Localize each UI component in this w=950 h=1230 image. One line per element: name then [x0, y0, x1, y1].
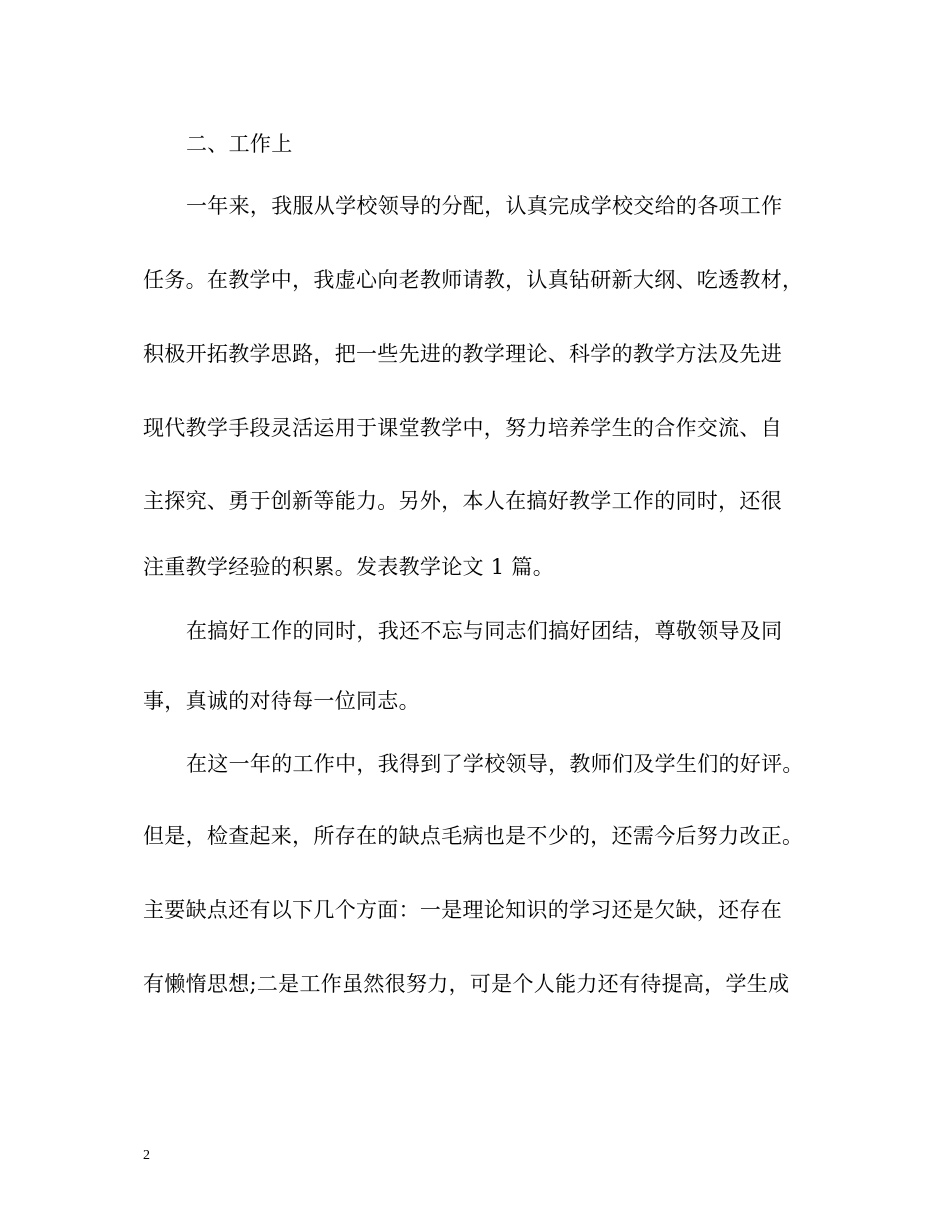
paragraph-1-line-1: 一年来，我服从学校领导的分配，认真完成学校交给的各项工作 — [186, 194, 783, 218]
paragraph-3-line-3: 主要缺点还有以下几个方面：一是理论知识的学习还是欠缺，还存在 — [143, 898, 782, 922]
paragraph-2-line-2: 事，真诚的对待每一位同志。 — [143, 689, 420, 713]
paragraph-1-line-5: 主探究、勇于创新等能力。另外，本人在搞好教学工作的同时，还很 — [143, 489, 782, 513]
page-number: 2 — [143, 1148, 150, 1163]
paragraph-1-line-4: 现代教学手段灵活运用于课堂教学中，努力培养学生的合作交流、自 — [143, 416, 782, 440]
paragraph-1-line-3: 积极开拓教学思路，把一些先进的教学理论、科学的教学方法及先进 — [143, 342, 782, 366]
paragraph-3-line-4: 有懒惰思想;二是工作虽然很努力，可是个人能力还有待提高，学生成 — [143, 972, 790, 996]
paragraph-3-line-1: 在这一年的工作中，我得到了学校领导，教师们及学生们的好评。 — [186, 752, 804, 776]
paragraph-1-line-6: 注重教学经验的积累。发表教学论文 1 篇。 — [143, 555, 555, 579]
section-heading: 二、工作上 — [186, 132, 293, 156]
paragraph-3-line-2: 但是，检查起来，所存在的缺点毛病也是不少的，还需今后努力改正。 — [143, 824, 804, 848]
paragraph-1-line-2: 任务。在教学中，我虚心向老教师请教，认真钻研新大纲、吃透教材， — [143, 268, 804, 292]
paragraph-2-line-1: 在搞好工作的同时，我还不忘与同志们搞好团结，尊敬领导及同 — [186, 619, 783, 643]
